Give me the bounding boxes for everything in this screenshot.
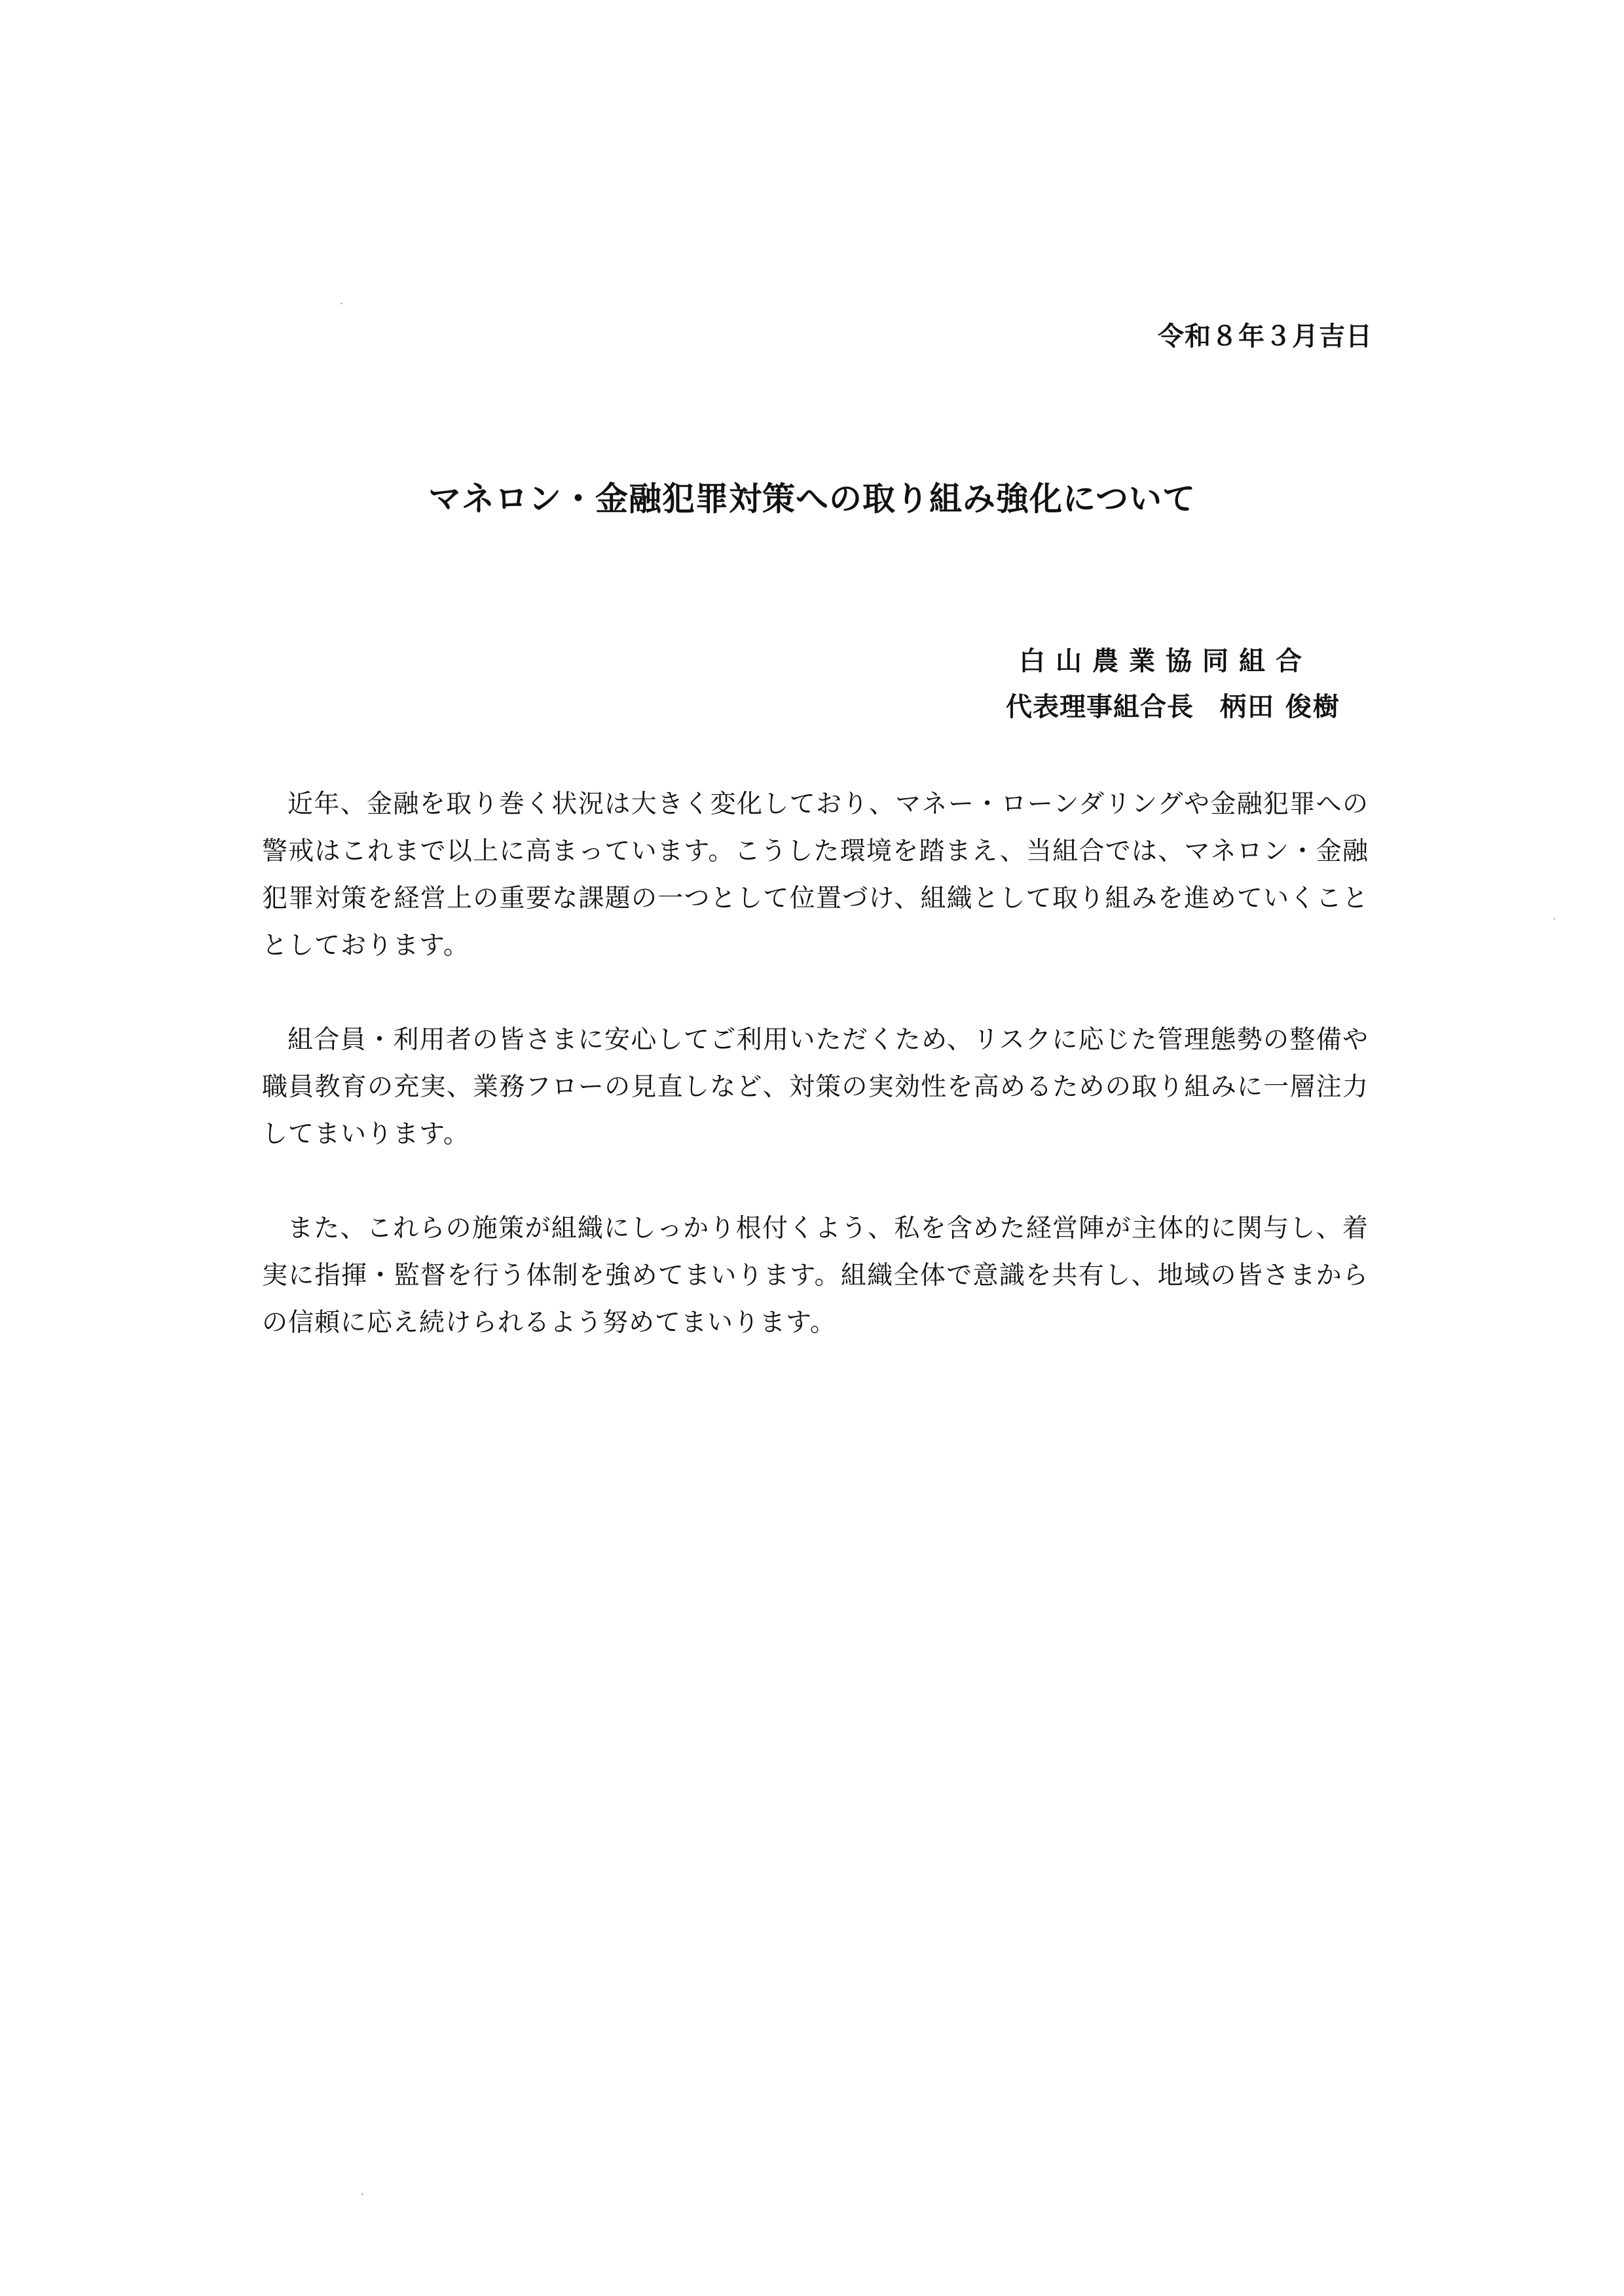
sender-representative bbox=[1006, 684, 1373, 730]
sender-block bbox=[1006, 638, 1373, 730]
scan-speck bbox=[341, 302, 342, 304]
representative-title: 代表理事組合長 bbox=[1006, 692, 1194, 722]
document-body bbox=[262, 781, 1369, 1394]
body-paragraph-1: 近年、金融を取り巻く状況は大きく変化しており、マネー・ローンダリングや金融犯罪への警戒はこれまで以上に高まっています。こうした環境を踏まえ、当組合では、マネロン・金融犯罪対策を経営上の重要な課題の一つとして位置づけ、組織として取り組みを進めていくこととしております。 bbox=[262, 790, 1369, 960]
body-paragraph-2: 組合員・利用者の皆さまに安心してご利用いただくため、リスクに応じた管理態勢の整備や職員教育の充実、業務フローの見直しなど、対策の実効性を高めるための取り組みに一層注力してまいります。 bbox=[262, 1025, 1369, 1149]
document-date: 令和８年３月吉日 bbox=[1158, 321, 1373, 352]
sender-organization: 白山農業協同組合 bbox=[1019, 646, 1312, 676]
scan-speck bbox=[361, 2193, 363, 2195]
representative-name: 柄田 俊樹 bbox=[1220, 692, 1340, 722]
body-paragraph-3: また、これらの施策が組織にしっかり根付くよう、私を含めた経営陣が主体的に関与し、着実に指揮・監督を行う体制を強めてまいります。組織全体で意識を共有し、地域の皆さまからの信頼に応え続けられるよう努めてまいります。 bbox=[262, 1214, 1369, 1338]
scan-speck bbox=[1553, 918, 1555, 920]
document-title: マネロン・金融犯罪対策への取り組み強化について bbox=[428, 480, 1196, 518]
